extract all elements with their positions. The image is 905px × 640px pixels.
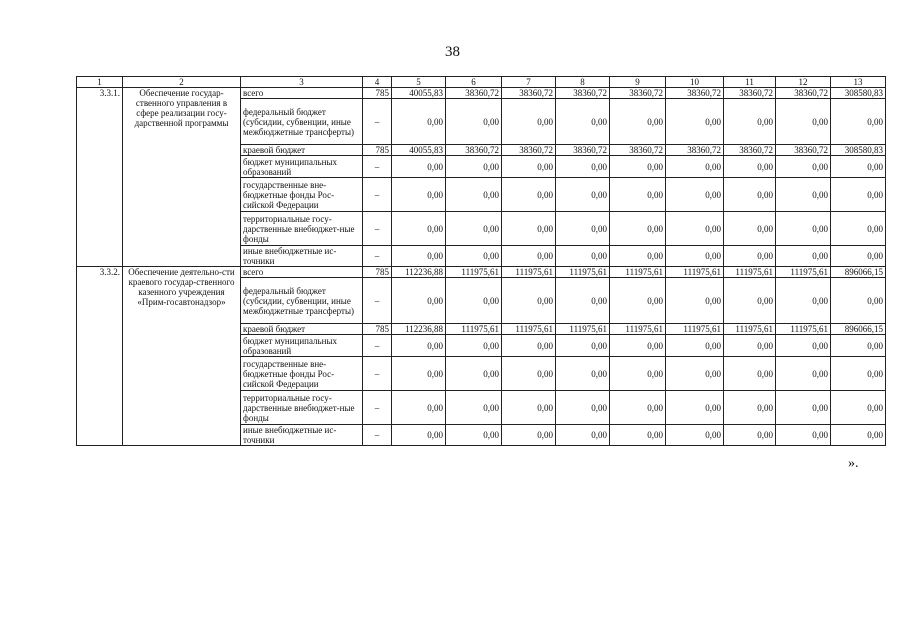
amount-cell: 0,00 — [666, 246, 724, 267]
amount-cell: 38360,72 — [556, 88, 610, 99]
amount-cell: 0,00 — [556, 212, 610, 246]
table-row — [77, 88, 886, 99]
amount-cell: 0,00 — [666, 99, 724, 145]
table-row — [77, 267, 886, 278]
section-name: Обеспечение государ-ственного управления в сфере реализации госу-дарственной программы — [123, 88, 241, 267]
header-cell: 13 — [831, 77, 886, 88]
amount-cell: 0,00 — [502, 335, 556, 357]
col4-value: – — [363, 357, 392, 391]
funding-source: бюджет муниципальных образований — [241, 156, 363, 178]
amount-cell: 0,00 — [446, 156, 502, 178]
amount-cell: 0,00 — [502, 178, 556, 212]
funding-source: государственные вне-бюджетные фонды Рос-сийской Федерации — [241, 178, 363, 212]
amount-cell: 0,00 — [610, 278, 666, 324]
amount-cell: 0,00 — [556, 246, 610, 267]
amount-cell: 0,00 — [392, 335, 446, 357]
amount-cell: 0,00 — [724, 425, 776, 446]
amount-cell: 0,00 — [724, 391, 776, 425]
amount-cell: 40055,83 — [392, 145, 446, 156]
amount-cell: 0,00 — [724, 278, 776, 324]
amount-cell: 0,00 — [446, 357, 502, 391]
amount-cell: 896066,15 — [831, 324, 886, 335]
amount-cell: 38360,72 — [556, 145, 610, 156]
amount-cell: 308580,83 — [831, 88, 886, 99]
amount-cell: 38360,72 — [446, 88, 502, 99]
amount-cell: 38360,72 — [446, 145, 502, 156]
amount-cell: 111975,61 — [724, 267, 776, 278]
amount-cell: 0,00 — [776, 357, 831, 391]
amount-cell: 111975,61 — [724, 324, 776, 335]
amount-cell: 38360,72 — [666, 145, 724, 156]
amount-cell: 0,00 — [831, 156, 886, 178]
amount-cell: 0,00 — [724, 156, 776, 178]
amount-cell: 38360,72 — [610, 88, 666, 99]
col4-value: – — [363, 212, 392, 246]
amount-cell: 0,00 — [610, 357, 666, 391]
amount-cell: 111975,61 — [666, 324, 724, 335]
col4-value: – — [363, 246, 392, 267]
amount-cell: 0,00 — [610, 425, 666, 446]
section-name: Обеспечение деятельно-сти краевого государ-ственного казенного учреждения «Прим-госавтонадзор» — [123, 267, 241, 446]
funding-source: краевой бюджет — [241, 145, 363, 156]
amount-cell: 0,00 — [392, 357, 446, 391]
col4-value: – — [363, 178, 392, 212]
amount-cell: 0,00 — [446, 278, 502, 324]
amount-cell: 38360,72 — [724, 88, 776, 99]
amount-cell: 0,00 — [556, 335, 610, 357]
amount-cell: 0,00 — [392, 212, 446, 246]
amount-cell: 112236,88 — [392, 324, 446, 335]
amount-cell: 0,00 — [831, 99, 886, 145]
amount-cell: 0,00 — [831, 212, 886, 246]
amount-cell: 0,00 — [610, 178, 666, 212]
amount-cell: 0,00 — [666, 278, 724, 324]
amount-cell: 0,00 — [724, 178, 776, 212]
amount-cell: 0,00 — [502, 391, 556, 425]
amount-cell: 896066,15 — [831, 267, 886, 278]
amount-cell: 0,00 — [446, 178, 502, 212]
amount-cell: 0,00 — [446, 212, 502, 246]
header-cell: 4 — [363, 77, 392, 88]
amount-cell: 0,00 — [392, 391, 446, 425]
header-cell: 9 — [610, 77, 666, 88]
funding-source: федеральный бюджет (субсидии, субвенции, иные межбюджетные трансферты) — [241, 278, 363, 324]
amount-cell: 0,00 — [776, 99, 831, 145]
funding-source: краевой бюджет — [241, 324, 363, 335]
amount-cell: 111975,61 — [776, 267, 831, 278]
amount-cell: 0,00 — [831, 357, 886, 391]
amount-cell: 0,00 — [610, 212, 666, 246]
funding-source: территориальные госу-дарственные внебюджет-ные фонды — [241, 212, 363, 246]
amount-cell: 0,00 — [610, 335, 666, 357]
col4-value: 785 — [363, 324, 392, 335]
funding-source: государственные вне-бюджетные фонды Рос-сийской Федерации — [241, 357, 363, 391]
amount-cell: 111975,61 — [556, 267, 610, 278]
amount-cell: 0,00 — [776, 278, 831, 324]
amount-cell: 0,00 — [831, 335, 886, 357]
page-number: 38 — [445, 44, 460, 60]
amount-cell: 0,00 — [502, 212, 556, 246]
header-cell: 5 — [392, 77, 446, 88]
amount-cell: 0,00 — [610, 246, 666, 267]
section-code: 3.3.2. — [77, 267, 123, 446]
amount-cell: 38360,72 — [666, 88, 724, 99]
amount-cell: 0,00 — [446, 425, 502, 446]
header-cell: 2 — [123, 77, 241, 88]
col4-value: – — [363, 335, 392, 357]
header-cell: 3 — [241, 77, 363, 88]
amount-cell: 0,00 — [831, 178, 886, 212]
funding-source: иные внебюджетные ис-точники — [241, 425, 363, 446]
funding-source: иные внебюджетные ис-точники — [241, 246, 363, 267]
amount-cell: 111975,61 — [610, 324, 666, 335]
amount-cell: 0,00 — [666, 212, 724, 246]
funding-source: всего — [241, 267, 363, 278]
amount-cell: 0,00 — [392, 99, 446, 145]
amount-cell: 0,00 — [556, 178, 610, 212]
amount-cell: 40055,83 — [392, 88, 446, 99]
amount-cell: 111975,61 — [776, 324, 831, 335]
header-cell: 7 — [502, 77, 556, 88]
amount-cell: 0,00 — [831, 278, 886, 324]
header-row — [77, 77, 886, 88]
amount-cell: 0,00 — [831, 391, 886, 425]
amount-cell: 0,00 — [556, 425, 610, 446]
amount-cell: 0,00 — [502, 278, 556, 324]
amount-cell: 111975,61 — [666, 267, 724, 278]
amount-cell: 0,00 — [446, 335, 502, 357]
budget-table — [76, 76, 886, 446]
amount-cell: 0,00 — [392, 246, 446, 267]
amount-cell: 0,00 — [724, 357, 776, 391]
amount-cell: 0,00 — [556, 99, 610, 145]
amount-cell: 0,00 — [556, 391, 610, 425]
amount-cell: 0,00 — [502, 425, 556, 446]
amount-cell: 111975,61 — [446, 267, 502, 278]
amount-cell: 0,00 — [556, 278, 610, 324]
amount-cell: 0,00 — [724, 335, 776, 357]
amount-cell: 0,00 — [502, 156, 556, 178]
amount-cell: 0,00 — [556, 357, 610, 391]
funding-source: бюджет муниципальных образований — [241, 335, 363, 357]
amount-cell: 0,00 — [776, 178, 831, 212]
header-cell: 11 — [724, 77, 776, 88]
amount-cell: 0,00 — [776, 425, 831, 446]
amount-cell: 0,00 — [502, 99, 556, 145]
amount-cell: 38360,72 — [502, 145, 556, 156]
amount-cell: 0,00 — [666, 425, 724, 446]
amount-cell: 0,00 — [610, 156, 666, 178]
amount-cell: 0,00 — [666, 335, 724, 357]
funding-source: территориальные госу-дарственные внебюджет-ные фонды — [241, 391, 363, 425]
amount-cell: 0,00 — [392, 278, 446, 324]
amount-cell: 38360,72 — [724, 145, 776, 156]
col4-value: 785 — [363, 88, 392, 99]
col4-value: 785 — [363, 145, 392, 156]
amount-cell: 111975,61 — [610, 267, 666, 278]
amount-cell: 0,00 — [666, 357, 724, 391]
amount-cell: 0,00 — [776, 156, 831, 178]
amount-cell: 0,00 — [831, 246, 886, 267]
amount-cell: 111975,61 — [446, 324, 502, 335]
amount-cell: 0,00 — [666, 178, 724, 212]
col4-value: – — [363, 425, 392, 446]
amount-cell: 0,00 — [392, 178, 446, 212]
amount-cell: 0,00 — [776, 212, 831, 246]
col4-value: – — [363, 99, 392, 145]
amount-cell: 0,00 — [392, 425, 446, 446]
amount-cell: 0,00 — [610, 99, 666, 145]
amount-cell: 0,00 — [392, 156, 446, 178]
amount-cell: 0,00 — [776, 335, 831, 357]
amount-cell: 38360,72 — [776, 88, 831, 99]
amount-cell: 0,00 — [502, 246, 556, 267]
amount-cell: 0,00 — [724, 246, 776, 267]
amount-cell: 111975,61 — [556, 324, 610, 335]
amount-cell: 38360,72 — [776, 145, 831, 156]
amount-cell: 308580,83 — [831, 145, 886, 156]
amount-cell: 0,00 — [446, 246, 502, 267]
header-cell: 1 — [77, 77, 123, 88]
amount-cell: 0,00 — [666, 156, 724, 178]
col4-value: 785 — [363, 267, 392, 278]
header-cell: 10 — [666, 77, 724, 88]
col4-value: – — [363, 278, 392, 324]
funding-source: всего — [241, 88, 363, 99]
amount-cell: 0,00 — [610, 391, 666, 425]
amount-cell: 0,00 — [831, 425, 886, 446]
section-code: 3.3.1. — [77, 88, 123, 267]
col4-value: – — [363, 391, 392, 425]
amount-cell: 0,00 — [666, 391, 724, 425]
amount-cell: 0,00 — [446, 99, 502, 145]
amount-cell: 0,00 — [446, 391, 502, 425]
amount-cell: 38360,72 — [502, 88, 556, 99]
amount-cell: 38360,72 — [610, 145, 666, 156]
funding-source: федеральный бюджет (субсидии, субвенции, иные межбюджетные трансферты) — [241, 99, 363, 145]
amount-cell: 0,00 — [724, 212, 776, 246]
header-cell: 6 — [446, 77, 502, 88]
amount-cell: 111975,61 — [502, 324, 556, 335]
amount-cell: 0,00 — [502, 357, 556, 391]
amount-cell: 0,00 — [776, 246, 831, 267]
closing-quote-mark: ». — [848, 456, 859, 471]
amount-cell: 112236,88 — [392, 267, 446, 278]
col4-value: – — [363, 156, 392, 178]
amount-cell: 111975,61 — [502, 267, 556, 278]
amount-cell: 0,00 — [724, 99, 776, 145]
header-cell: 8 — [556, 77, 610, 88]
header-cell: 12 — [776, 77, 831, 88]
amount-cell: 0,00 — [776, 391, 831, 425]
amount-cell: 0,00 — [556, 156, 610, 178]
